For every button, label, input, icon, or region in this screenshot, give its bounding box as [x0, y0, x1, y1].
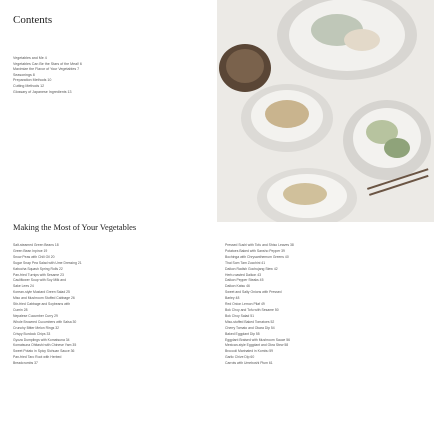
- food-bowls-illustration: [217, 0, 434, 222]
- recipe-entry: Snow Peas with Chili Oil 20: [13, 254, 55, 259]
- recipe-entry: Bok Choy and Tofu with Sesame 50: [225, 307, 279, 312]
- page-title: Contents: [13, 14, 53, 26]
- recipe-entry: Daikon Pepper Steaks 45: [225, 278, 264, 283]
- recipe-entry: Nepalese Cucumber Curry 29: [13, 313, 58, 318]
- recipe-entry: Pan-fried Turnips with Sesame 23: [13, 272, 64, 277]
- recipe-entry: Thai Som Tam Zucchini 41: [225, 260, 266, 265]
- recipe-entry: Salt-steamed Green Beans 18: [13, 243, 59, 247]
- toc-entry: Glossary of Japanese Ingredients 13: [13, 89, 72, 94]
- recipe-entry: Sugar Snap Pea Salad with Ume Dressing 21: [13, 260, 82, 265]
- recipe-entry: Breadcrumbs 37: [13, 361, 38, 366]
- toc-entry: Seasonings 8: [13, 72, 35, 77]
- recipe-entry: Gyoza Dumplings with Komatsuna 34: [13, 337, 70, 342]
- recipe-entry: Mexican-style Eggplant and Okra Stew 58: [225, 343, 289, 348]
- toc-entry: Cutting Methods 12: [13, 83, 45, 88]
- recipe-entry: Korean-style Mustard Green Salad 25: [13, 290, 70, 295]
- recipe-entry: Daikon Radish Gochujang Stew 42: [225, 266, 278, 271]
- recipe-entry: Barley 48: [225, 296, 240, 301]
- recipe-entry: Miso and Mushroom Stuffed Cabbage 26: [13, 296, 75, 301]
- recipe-column-left: [13, 243, 198, 367]
- food-photo: [217, 0, 434, 222]
- recipe-entry: Sake Lees 24: [13, 284, 34, 289]
- recipe-entry: Cauliflower Soup with Soy Milk and: [13, 278, 66, 283]
- recipe-entry: Carrots with Umeboshi Plum 61: [225, 361, 273, 366]
- toc-entry: Vegetables and Me 4: [13, 56, 47, 60]
- recipe-entry: Baked Eggplant Dip 55: [225, 331, 260, 336]
- toc-list: [13, 56, 203, 95]
- recipe-entry: Pan-fried Taro Root with Herbed: [13, 355, 62, 360]
- recipe-entry: Komatsuna Ohitashi with Chinese Yam 35: [13, 343, 77, 348]
- recipe-entry: Potatoes Baked with Sansho Pepper 39: [225, 248, 285, 253]
- recipe-entry: Kabocha Squash Spring Rolls 22: [13, 266, 63, 271]
- section-title: Making the Most of Your Vegetables: [13, 223, 137, 232]
- recipe-entry: Red Onion Lemon Pilaf 49: [225, 302, 265, 307]
- recipe-entry: Cumin 28: [13, 307, 28, 312]
- recipe-entry: Broccoli Marinated in Kombu 59: [225, 349, 274, 354]
- recipe-entry: Pressed Sushi with Tofu and Shiso Leaves 38: [225, 243, 294, 247]
- toc-entry: Maximize the Flavor of Your Vegetables 7: [13, 67, 80, 72]
- recipe-entry: Cherry Tomato and Okara Dip 54: [225, 325, 275, 330]
- recipe-entry: Bochinga with Chrysanthemum Greens 40: [225, 254, 289, 259]
- recipe-entry: Garlic Chive Dip 60: [225, 355, 255, 360]
- recipe-entry: Crunchy Bitter Melon Rings 32: [13, 325, 59, 330]
- recipe-entry: Miso-stuffed Baked Tomatoes 52: [225, 319, 275, 324]
- toc-entry: Vegetables Can Be the Stars of the Meal! 6: [13, 61, 82, 66]
- recipe-entry: Whole Browned Cucumbers with Salsa 30: [13, 319, 77, 324]
- recipe-entry: Stir-fried Cabbage and Soybeans with: [13, 302, 71, 307]
- recipe-entry: Bok Choy Salad 51: [225, 313, 255, 318]
- recipe-entry: Daikon Katsu 46: [225, 284, 250, 289]
- recipe-entry: Eggplant Braised with Mushroom Sauce 56: [225, 337, 291, 342]
- recipe-column-right: [225, 243, 410, 367]
- recipe-entry: Crispy Burdock Chips 33: [13, 331, 51, 336]
- recipe-entry: Green Bean Inpiroe 19: [13, 248, 48, 253]
- recipe-entry: Sweet Potato in Spicy Sichuan Sauce 36: [13, 349, 75, 354]
- recipe-entry: Herb-roasted Daikon 43: [225, 272, 261, 277]
- toc-entry: Preparation Methods 10: [13, 78, 52, 83]
- recipe-entry: Sweet and Salty Onions with Pressed: [225, 290, 282, 295]
